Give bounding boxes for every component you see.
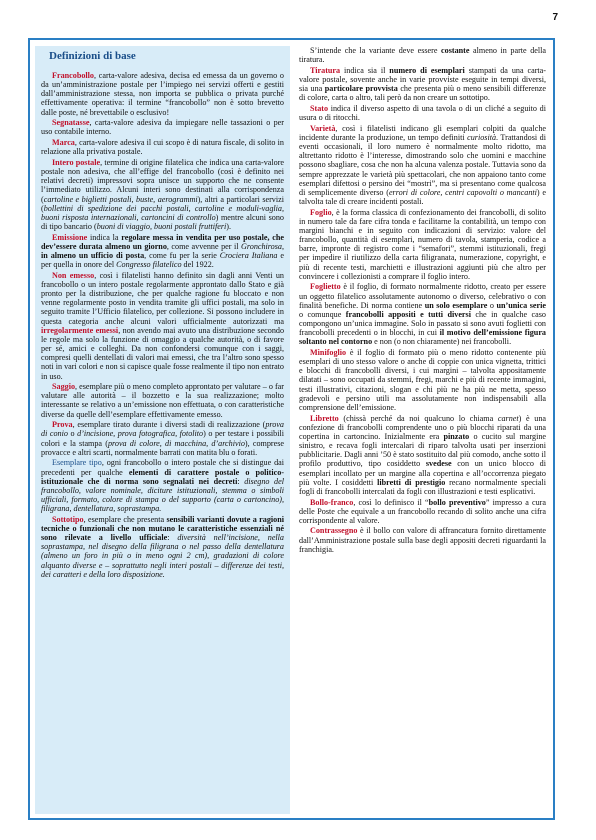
text-run: indica sia il bbox=[340, 65, 390, 75]
text-run: bollettini di spedizione dei pacchi postali, cartoline e moduli-vaglia, buoni risposta internazionali, cartoncini di controllo bbox=[41, 203, 284, 222]
definition-paragraph bbox=[299, 46, 546, 64]
text-run: indica il diverso aspetto di una tavola o di un cliché a seguito di usura o di ritocchi. bbox=[299, 103, 546, 123]
text-run: elementi di carattere postale o politico-istituzionale che di norma sono segnalati nei decreti bbox=[41, 467, 284, 486]
right-column-body bbox=[299, 46, 546, 554]
text-run: svedese bbox=[425, 459, 452, 469]
text-run: S’intende che la variante deve essere bbox=[310, 46, 442, 55]
definition-paragraph bbox=[41, 233, 284, 270]
text-run: , così lo definisco il “ bbox=[353, 497, 429, 507]
term: Marca bbox=[52, 138, 75, 148]
text-run: , esemplare più o meno completo approntato per valutare – o far valutare alle autorità – il bozzetto e la sua realizzazione; molto interessante se relativo a un’emissione non effettuata, o con caratteristiche diverse da quelle dell’esemplare effettivamente emesso. bbox=[41, 382, 284, 419]
text-run: (chissà perché da noi qualcuno lo chiama bbox=[338, 413, 498, 423]
text-run: , così i filatelisti hanno definito sin dagli anni Venti un francobollo o un intero postale regolarmente approntato dallo Stato e già pronto per la distribuzione, che per qualche ragione fu bloccato e non venne regolarmente posto in vendita tramite gli uffici postali, ma solo in seguito tramite l’Ufficio filatelico, per collezione. Si possono includere in questa categoria anche alcuni valori ufficialmente autorizzati ma bbox=[41, 270, 284, 326]
text-run: , così i filatelisti indicano gli esemplari colpiti da qualche incidente durante la produzione, un tempo definiti bbox=[299, 123, 546, 142]
term: Francobollo bbox=[52, 71, 94, 80]
term: Bollo-franco bbox=[310, 497, 354, 507]
term: Stato bbox=[310, 103, 329, 113]
text-run: , bbox=[281, 241, 284, 251]
text-run: ) mentre alcuni sono di tipo bancario ( bbox=[41, 212, 284, 231]
term: Saggio bbox=[52, 382, 76, 392]
text-run: : bbox=[237, 476, 245, 486]
definition-paragraph bbox=[299, 208, 546, 281]
text-run: d’incisione, prova fotografica, fotolito bbox=[77, 429, 204, 439]
text-run: curiosità bbox=[467, 132, 497, 142]
text-run: e per quella in onore del bbox=[41, 250, 284, 270]
text-run: il motivo dell’emissione figura soltanto nel contorno bbox=[299, 328, 546, 347]
term: Sottotipo bbox=[52, 514, 84, 524]
definition-paragraph bbox=[41, 458, 284, 513]
text-run: , esemplare che presenta bbox=[83, 514, 167, 524]
text-run: è il foglio di formato più o meno ridotto contenente più esemplari di uno stesso valore o anche di coppie con unica vignetta, trittici e blocchi di francobolli diversi, i cui margini – talvolta appositamente dilatati – sono occupati da stemmi, fregi, marchi e più di recente immagini, testi illustrativi, citazioni, slogan e chi più ne ha più ne metta, spesso gradevoli e persino utili ma assolutamente non indispensabili alla comprensione dell’emissione. bbox=[299, 348, 546, 412]
definition-paragraph bbox=[299, 348, 546, 412]
text-run: con un unico blocco di esemplari incollato per un margine alla copertina e all’occorrenza piegato più volte. I cosiddetti bbox=[299, 459, 546, 487]
definitions-box bbox=[28, 38, 555, 820]
text-run: errori di colore, centri capovolti o mancanti bbox=[388, 187, 537, 197]
definition-paragraph bbox=[41, 382, 284, 419]
text-run: , esemplare tirato durante i diversi stadi di realizzazione ( bbox=[72, 420, 266, 430]
text-run: ). bbox=[226, 222, 232, 231]
text-run: o bbox=[487, 300, 497, 310]
term: Foglio bbox=[310, 207, 332, 217]
text-run: ) e talvolta tale di creare incidenti postali. bbox=[299, 187, 546, 206]
text-run: in almeno un ufficio di posta bbox=[41, 250, 145, 260]
text-run: ” impresso a cura delle Poste che equivale a un francobollo recando di solito anche una cifra corrispondente al valore. bbox=[299, 497, 546, 525]
text-run: almeno in parte della tiratura. bbox=[299, 46, 546, 65]
term: Contrassegno bbox=[310, 526, 358, 536]
term: Non emesso bbox=[52, 270, 95, 280]
text-run: o bbox=[67, 429, 78, 439]
text-run: Crociera Italiana bbox=[219, 250, 278, 260]
text-run: ), comprese provacce e altri scarti, normalmente barrati con matita blu o forati. bbox=[41, 438, 284, 457]
text-run: recano normalmente speciali fogli di francobolli intercalati da fogli con illustrazioni e testi esplicativi. bbox=[299, 477, 546, 496]
text-run: ), altri a particolari servizi ( bbox=[41, 194, 284, 213]
text-run: pinzato bbox=[443, 431, 470, 441]
term: irregolarmente emessi bbox=[41, 325, 119, 335]
text-run: e non (o non chiaramente) nei francobolli. bbox=[372, 337, 512, 347]
definition-paragraph bbox=[41, 118, 284, 136]
definition-paragraph bbox=[41, 515, 284, 579]
text-run: del 1922. bbox=[181, 260, 214, 270]
text-run: numero di esemplari bbox=[389, 65, 465, 75]
term: Prova bbox=[52, 420, 73, 430]
text-run: è il bollo con valore di affrancatura fornito direttamente dall’Amministrazione postale sulla base degli appositi decreti riguardanti la franchigia. bbox=[299, 526, 546, 554]
text-run: , carta-valore adesiva, decisa ed emessa da un governo o da un’amministrazione postale per l’impiego nei servizi offerti e gestiti dall’amministrazione stessa, non importa se pubblica o privata purché effettivamente operativa: il termine “francobollo” non è sotto brevetto dalle poste, né brevettabile o esclusivo! bbox=[41, 71, 284, 117]
text-run: che presenta più o meno sensibili differenze di colore, carta o altro, tali però da non creare un sottotipo. bbox=[299, 84, 547, 103]
text-run: carnet bbox=[497, 413, 519, 423]
definition-paragraph bbox=[299, 498, 546, 525]
definition-paragraph bbox=[299, 104, 546, 122]
definition-paragraph bbox=[41, 271, 284, 381]
text-run: , ogni francobollo o intero postale che si distingue dai precedenti per qualche bbox=[41, 458, 284, 477]
left-column bbox=[35, 46, 290, 814]
text-run: o comunque bbox=[299, 309, 346, 319]
text-run: ) o per testare i possibili colori e la stampa ( bbox=[41, 429, 284, 448]
text-run: costante bbox=[441, 46, 470, 55]
text-run: francobolli appositi e tutti diversi bbox=[345, 309, 471, 319]
term: Varietà bbox=[310, 123, 336, 133]
text-run: un solo esemplare bbox=[424, 300, 488, 310]
text-run: che in qualche caso compongono un’unica immagine. Solo in passato si sono avuti foglietti con francobolli precedenti o in blocchi, in cui bbox=[299, 309, 546, 338]
text-run: bollo preventivo bbox=[428, 497, 486, 507]
term: Intero postale bbox=[52, 157, 101, 167]
text-run: , carta-valore adesiva da impiegare nelle tassazioni o per uso contabile interno. bbox=[41, 118, 284, 137]
text-run: regolare messa in vendita per uso postale, che dev’essere durata almeno un giorno bbox=[41, 232, 285, 251]
text-run: stampati da una carta-valore postale, sovente anche in varie provviste eseguite in tempi diversi, sia una bbox=[299, 65, 546, 94]
term: Minifoglio bbox=[310, 348, 347, 357]
text-run: Gronchirosa bbox=[241, 241, 282, 251]
right-column bbox=[295, 46, 550, 816]
text-run: . Trattandosi di eventi occasionali, il loro numero è normalmente molto ridotto, ma altrettanto ridotto è l’interesse, dimostrando solo che uomini e macchine possono sbagliare, cosa che non ha alcuna valenza postale. Tuttavia sono da sempre apprezzate le varietà più spettacolari, che non appaiono tanto come esemplari difettosi o persino dei “mostri”, ma si presentano come qualcosa di semplicemente diverso ( bbox=[299, 132, 546, 197]
term: Foglietto bbox=[310, 282, 341, 292]
text-run: , carta-valore adesiva il cui scopo è di natura fiscale, di solito in relazione alla privativa postale. bbox=[41, 138, 284, 157]
text-run: è il foglio, di formato normalmente ridotto, creato per essere un oggetto filatelico assolutamente autonomo o diverso, celebrativo o con finalità benefiche. Di norma contiene bbox=[299, 282, 546, 310]
text-run: un’unica serie bbox=[496, 300, 546, 310]
text-run: diversità nell’incisione, nella soprastampa, nel disegno della filigrana o nel passo della dentellatura (almeno un foro in più o in meno ogni 2 cm), gradazioni di colore alquanto diverse e – soprattutto negli interi postali – differenze dei testi, dei caratteri e della loro disposizione. bbox=[41, 533, 284, 579]
text-run: cartoline e biglietti postali, buste, aerogrammi bbox=[43, 194, 198, 204]
text-run: , come fu per la serie bbox=[144, 250, 220, 260]
page-number: 7 bbox=[552, 12, 558, 23]
text-run: libretti di prestigio bbox=[377, 477, 446, 487]
definition-paragraph bbox=[299, 282, 546, 346]
text-run: Esemplare tipo bbox=[52, 458, 102, 468]
definition-paragraph bbox=[41, 158, 284, 231]
term: Libretto bbox=[310, 413, 339, 423]
text-run: disegno del francobollo, valore nominale, diciture istituzionali, stemma o simboli ufficiali, formato, colore di stampa o del supporto (carta o cartoncino), filigrana, dentellatura, soprastampa. bbox=[41, 476, 284, 514]
text-run: prova di conio bbox=[41, 420, 284, 439]
definition-paragraph bbox=[299, 414, 546, 496]
text-run: : bbox=[167, 533, 178, 543]
text-run: , è la forma classica di confezionamento dei francobolli, di solito in numero tale da fare cifra tonda e facilitarne la contabilità, un tempo con margini bianchi e in seguito con indicazioni di servizio: valore del francobollo, quantità di esemplari, numero di tavola, stamperia, codice a barre, impronte di registro come i “semafori”, stemmi istituzionali, fregi per impedire il riutilizzo della carta filigranata, numerazione, copyright, e più di recente testi, marchietti e illustrazioni aggiunti più che altro per convincere i collezionisti a comprare il foglio intero. bbox=[299, 207, 546, 281]
section-title: Definizioni di base bbox=[49, 50, 136, 62]
term: Tiratura bbox=[310, 65, 341, 75]
text-run: , come avvenne per il bbox=[166, 241, 242, 251]
text-run: ) è una confezione di francobolli comprendente uno o più blocchi riparati da una copertina in cartoncino. Inizialmente era bbox=[299, 413, 547, 441]
text-run: indica la bbox=[87, 232, 122, 242]
definition-paragraph bbox=[299, 124, 546, 206]
definition-paragraph bbox=[41, 138, 284, 156]
left-column-body bbox=[41, 71, 284, 579]
text-run: , termine di origine filatelica che indica una carta-valore postale non adesiva, che all’effige del francobollo (così è definito nei relativi decreti) impressovi sopra unisce un supporto che ne consente l’immediato utilizzo. Alcuni interi sono destinati alla corrispondenza ( bbox=[41, 157, 285, 204]
text-run: buoni di viaggio, buoni postali fruttiferi bbox=[96, 222, 227, 231]
text-run: o cucito sul margine sinistro, e recava fogli intercalari di riparo talvolta usati per inserzioni pubblicitarie. Dagli anni ’50 è stato sostituito dal più comodo, anche sotto il profilo produttivo, tipo cosiddetto bbox=[299, 431, 547, 469]
text-run: , non avendo mai avuto una distribuzione secondo le regole ma solo la funzione di omaggio a qualche autorità, o di favore per sé, amici e colleghi. Da non confondersi comunque con i saggi, compresi quelli dentellati di valori mai emessi, che tra l’altro sono spesso noti in vari colori e non si capisce quale fosse realmente il tipo non entrato in uso. bbox=[41, 325, 285, 381]
term: Emissione bbox=[52, 232, 88, 242]
definition-paragraph bbox=[41, 71, 284, 117]
text-run: particolare provvista bbox=[324, 84, 398, 94]
definition-paragraph bbox=[299, 526, 546, 553]
text-run: prova di colore, di macchina, d’archivio bbox=[107, 438, 245, 448]
definition-paragraph bbox=[41, 420, 284, 457]
term: Segnatasse bbox=[52, 118, 90, 128]
text-run: Congresso filatelico bbox=[116, 260, 182, 270]
text-run: sensibili varianti dovute a ragioni tecniche o funzionali che non mutano le caratteristiche essenziali né sono rilevate a livello ufficiale bbox=[41, 514, 284, 543]
definition-paragraph bbox=[299, 66, 546, 103]
